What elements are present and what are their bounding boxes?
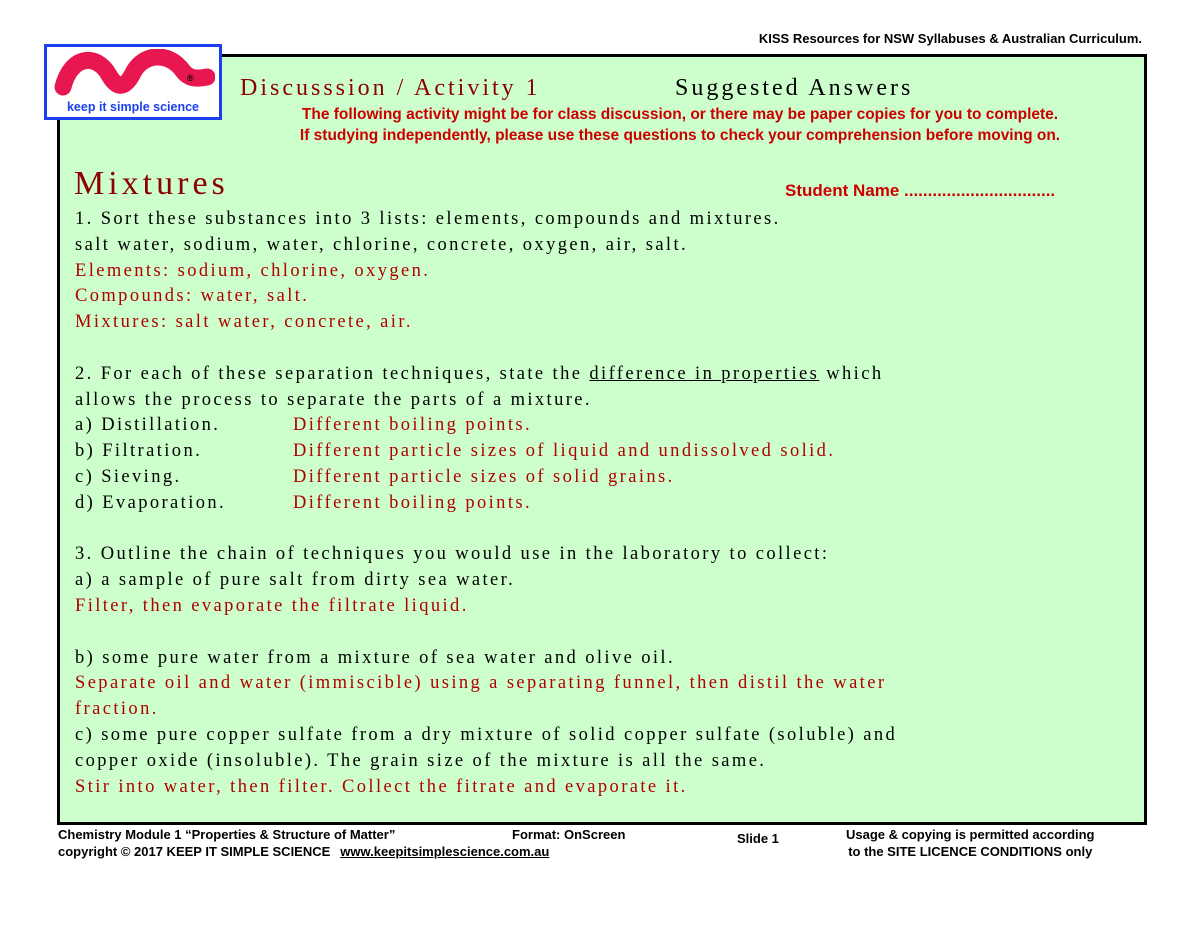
q3-b-answer-line2: fraction.	[75, 699, 159, 720]
q2-item-d: d) Evaporation. Different boiling points.	[75, 492, 532, 513]
intro-text: The following activity might be for class discussion, or there may be paper copies for you to complete. If studying independently, please use these questions to check your comprehension before moving on.	[299, 106, 1061, 144]
student-name-field: Student Name ................................	[785, 181, 1056, 200]
q3-c-question-line1: c) some pure copper sulfate from a dry mixture of solid copper sulfate (soluble) and	[75, 724, 898, 745]
worksheet-content	[75, 207, 1135, 800]
q3-c-question-line2: copper oxide (insoluble). The grain size of the mixture is all the same.	[75, 750, 767, 771]
q2-item-a: a) Distillation. Different boiling points.	[75, 415, 532, 436]
worksheet-title: Mixtures	[74, 165, 229, 202]
top-note: KISS Resources for NSW Syllabuses & Australian Curriculum.	[758, 31, 1142, 46]
q3-line1: 3. Outline the chain of techniques you would use in the laboratory to collect:	[75, 544, 830, 565]
registered-mark: ®	[187, 73, 194, 83]
q2-item-c: c) Sieving. Different particle sizes of solid grains.	[75, 466, 675, 487]
q3-b-answer-line1: Separate oil and water (immiscible) using a separating funnel, then distil the water	[75, 673, 887, 694]
q1-line1: 1. Sort these substances into 3 lists: elements, compounds and mixtures.	[75, 209, 781, 229]
q1-line2: salt water, sodium, water, chlorine, concrete, oxygen, air, salt.	[75, 234, 689, 255]
footer-usage: Usage & copying is permitted according to the SITE LICENCE CONDITIONS only	[846, 827, 1095, 859]
q2-underline: difference in properties	[589, 363, 820, 384]
answers-heading: Suggested Answers	[675, 75, 914, 101]
kiss-logo	[44, 44, 222, 120]
q3-c-answer: Stir into water, then filter. Collect the fitrate and evaporate it.	[75, 776, 688, 797]
q3-b-question: b) some pure water from a mixture of sea water and olive oil.	[75, 647, 676, 668]
footer-slide-number: Slide 1	[737, 831, 779, 846]
q3-a-question: a) a sample of pure salt from dirty sea water.	[75, 570, 516, 591]
q3-a-answer: Filter, then evaporate the filtrate liquid.	[75, 595, 469, 616]
q1-answer-compounds: Compounds: water, salt.	[75, 286, 310, 307]
q2-item-b: b) Filtration. Different particle sizes of liquid and undissolved solid.	[75, 441, 836, 462]
q2-line2: allows the process to separate the parts of a mixture.	[75, 389, 592, 410]
site-link[interactable]: www.keepitsimplescience.com.au	[340, 844, 550, 859]
footer-format: Format: OnScreen	[512, 827, 626, 842]
q1-answer-mixtures: Mixtures: salt water, concrete, air.	[75, 312, 413, 333]
activity-heading: Discusssion / Activity 1	[240, 75, 541, 101]
worksheet-panel	[57, 54, 1147, 825]
q1-answer-elements: Elements: sodium, chlorine, oxygen.	[75, 260, 431, 281]
q2-line1: 2. For each of these separation techniques, state the difference in properties which	[75, 363, 884, 384]
footer-left: Chemistry Module 1 “Properties & Structure of Matter” copyright © 2017 KEEP IT SIMPLE SCIENCE www.keepitsimplescience.com.au	[58, 827, 550, 859]
logo-text: keep it simple science	[66, 100, 199, 114]
